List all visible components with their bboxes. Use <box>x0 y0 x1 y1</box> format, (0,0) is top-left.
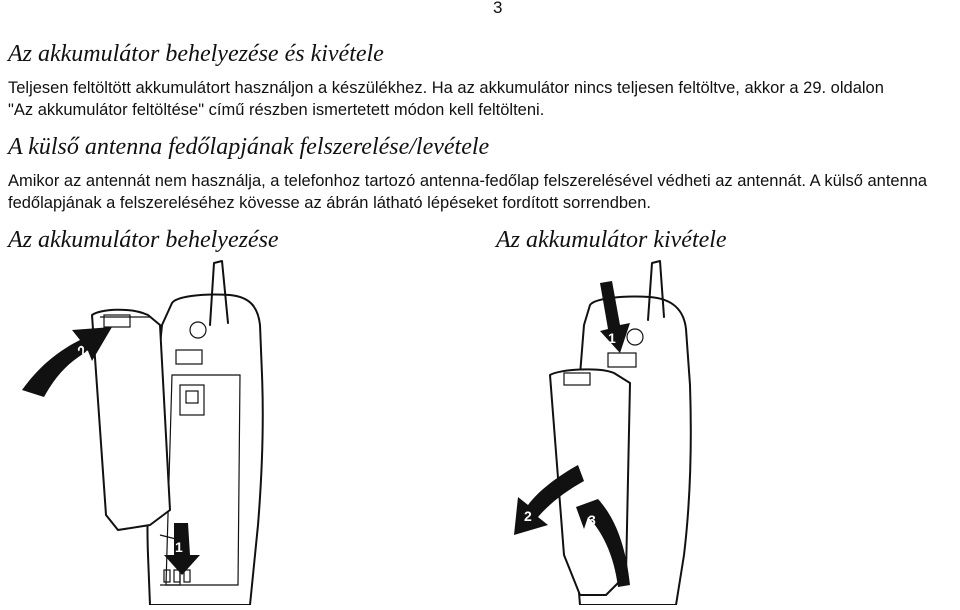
contacts-icon <box>164 570 190 582</box>
figure-title-insert: Az akkumulátor behelyezése <box>8 227 279 253</box>
step-1-arrow-icon <box>600 281 630 353</box>
step-label-1: 1 <box>175 539 183 555</box>
step-1-arrow-icon <box>164 523 200 575</box>
figure-title-remove: Az akkumulátor kivétele <box>496 227 727 253</box>
antenna-icon <box>648 261 664 320</box>
step-label-1: 1 <box>608 330 616 346</box>
section-body-antenna-cover: Amikor az antennát nem használja, a telefonhoz tartozó antenna-fedőlap felszerelésével védheti az antennát. A külső antenna fedőlapjának a felszereléséhez kövesse az ábrán látható lépéseket fordított sorrendben. <box>8 172 928 212</box>
section-title-battery: Az akkumulátor behelyezése és kivétele <box>8 41 384 67</box>
battery-insert-illustration <box>0 255 470 605</box>
latch-slot <box>608 353 636 367</box>
sim-slot <box>180 385 204 415</box>
earpiece-icon <box>190 322 206 338</box>
earpiece-icon <box>627 329 643 345</box>
step-label-2: 2 <box>524 508 532 524</box>
latch-slot <box>176 350 202 364</box>
antenna-icon <box>210 261 228 325</box>
battery-pack <box>92 310 170 530</box>
battery-remove-illustration <box>480 255 960 605</box>
section-title-antenna-cover: A külső antenna fedőlapjának felszerelése/levétele <box>8 134 490 160</box>
page-number: 3 <box>493 0 503 17</box>
section-body-battery: Teljesen feltöltött akkumulátort használjon a készülékhez. Ha az akkumulátor nincs teljesen feltöltve, akkor a 29. oldalon "Az akkumulátor feltöltése" című részben ismertetett módon kell feltölteni. <box>8 79 884 119</box>
step-label-3: 3 <box>588 512 596 528</box>
step-label-2: 2 <box>73 341 91 359</box>
